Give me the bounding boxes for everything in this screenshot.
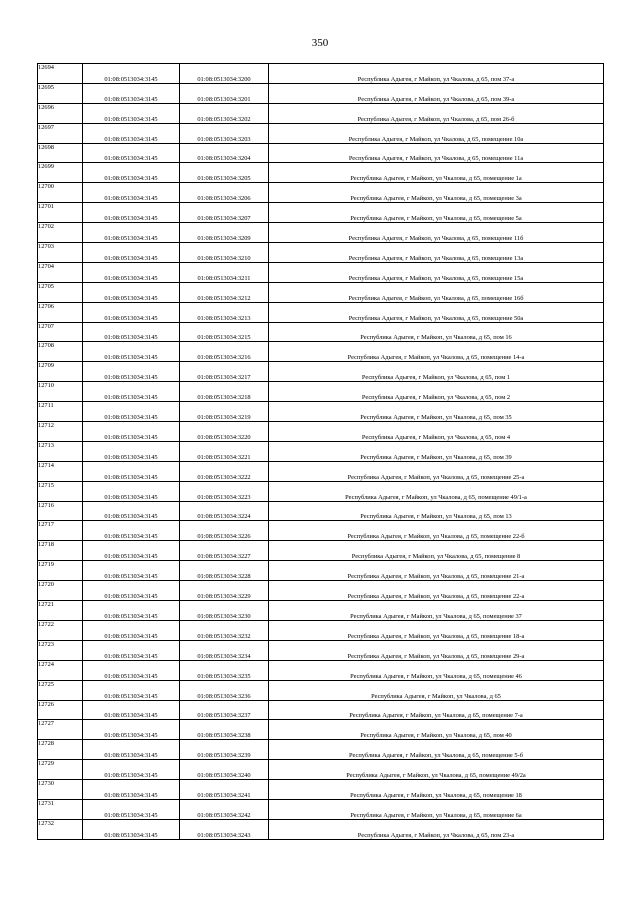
cadastral-number-cell: 01:08:0513034:3206 xyxy=(180,183,269,203)
parent-cadastral-number-cell: 01:08:0513034:3145 xyxy=(83,799,180,819)
table-row xyxy=(38,501,604,521)
address-cell: Республика Адыгея, г Майкоп, ул Чкалова, д 65, пом 39-а xyxy=(269,83,604,103)
row-number-cell: 12714 xyxy=(38,461,83,481)
cadastral-number-cell: 01:08:0513034:3222 xyxy=(180,461,269,481)
cadastral-number-cell: 01:08:0513034:3234 xyxy=(180,640,269,660)
parent-cadastral-number-cell: 01:08:0513034:3145 xyxy=(83,183,180,203)
cadastral-number-cell: 01:08:0513034:3220 xyxy=(180,422,269,442)
cadastral-number-cell: 01:08:0513034:3209 xyxy=(180,223,269,243)
address-cell: Республика Адыгея, г Майкоп, ул Чкалова, д 65, пом 16 xyxy=(269,322,604,342)
address-cell: Республика Адыгея, г Майкоп, ул Чкалова, д 65 xyxy=(269,680,604,700)
table-row xyxy=(38,640,604,660)
cadastral-number-cell: 01:08:0513034:3232 xyxy=(180,620,269,640)
table-row xyxy=(38,382,604,402)
registry-table xyxy=(37,63,604,840)
row-number-cell: 12721 xyxy=(38,601,83,621)
table-row xyxy=(38,620,604,640)
parent-cadastral-number-cell: 01:08:0513034:3145 xyxy=(83,103,180,123)
table-row xyxy=(38,819,604,839)
address-cell: Республика Адыгея, г Майкоп, ул Чкалова, д 65, пом 35 xyxy=(269,402,604,422)
row-number-cell: 12710 xyxy=(38,382,83,402)
cadastral-number-cell: 01:08:0513034:3201 xyxy=(180,83,269,103)
table-row xyxy=(38,322,604,342)
cadastral-number-cell: 01:08:0513034:3212 xyxy=(180,282,269,302)
address-cell: Республика Адыгея, г Майкоп, ул Чкалова, д 65, помещение 18-а xyxy=(269,620,604,640)
cadastral-number-cell: 01:08:0513034:3235 xyxy=(180,660,269,680)
cadastral-number-cell: 01:08:0513034:3210 xyxy=(180,243,269,263)
table-row xyxy=(38,799,604,819)
address-cell: Республика Адыгея, г Майкоп, ул Чкалова, д 65, пом 39 xyxy=(269,441,604,461)
cadastral-number-cell: 01:08:0513034:3211 xyxy=(180,262,269,282)
cadastral-number-cell: 01:08:0513034:3243 xyxy=(180,819,269,839)
cadastral-number-cell: 01:08:0513034:3200 xyxy=(180,64,269,84)
address-cell: Республика Адыгея, г Майкоп, ул Чкалова, д 65, помещение 21-а xyxy=(269,561,604,581)
table-row xyxy=(38,700,604,720)
table-row xyxy=(38,342,604,362)
table-row xyxy=(38,760,604,780)
cadastral-number-cell: 01:08:0513034:3202 xyxy=(180,103,269,123)
address-cell: Республика Адыгея, г Майкоп, ул Чкалова, д 65, помещение 49/2а xyxy=(269,760,604,780)
row-number-cell: 12694 xyxy=(38,64,83,84)
address-cell: Республика Адыгея, г Майкоп, ул Чкалова, д 65, помещение 16б xyxy=(269,282,604,302)
table-row xyxy=(38,780,604,800)
table-row xyxy=(38,203,604,223)
table-row xyxy=(38,282,604,302)
table-row xyxy=(38,481,604,501)
cadastral-number-cell: 01:08:0513034:3230 xyxy=(180,601,269,621)
table-row xyxy=(38,262,604,282)
parent-cadastral-number-cell: 01:08:0513034:3145 xyxy=(83,780,180,800)
cadastral-number-cell: 01:08:0513034:3240 xyxy=(180,760,269,780)
row-number-cell: 12718 xyxy=(38,541,83,561)
parent-cadastral-number-cell: 01:08:0513034:3145 xyxy=(83,342,180,362)
cadastral-number-cell: 01:08:0513034:3215 xyxy=(180,322,269,342)
address-cell: Республика Адыгея, г Майкоп, ул Чкалова, д 65, помещение 13а xyxy=(269,243,604,263)
parent-cadastral-number-cell: 01:08:0513034:3145 xyxy=(83,640,180,660)
row-number-cell: 12722 xyxy=(38,620,83,640)
table-row xyxy=(38,123,604,143)
address-cell: Республика Адыгея, г Майкоп, ул Чкалова, д 65, помещение 7-а xyxy=(269,700,604,720)
parent-cadastral-number-cell: 01:08:0513034:3145 xyxy=(83,620,180,640)
address-cell: Республика Адыгея, г Майкоп, ул Чкалова, д 65, помещение 18 xyxy=(269,780,604,800)
row-number-cell: 12731 xyxy=(38,799,83,819)
table-row xyxy=(38,422,604,442)
address-cell: Республика Адыгея, г Майкоп, ул Чкалова, д 65, помещение 22-б xyxy=(269,521,604,541)
parent-cadastral-number-cell: 01:08:0513034:3145 xyxy=(83,700,180,720)
table-row xyxy=(38,103,604,123)
cadastral-number-cell: 01:08:0513034:3221 xyxy=(180,441,269,461)
address-cell: Республика Адыгея, г Майкоп, ул Чкалова, д 65, пом 26-б xyxy=(269,103,604,123)
row-number-cell: 12709 xyxy=(38,362,83,382)
row-number-cell: 12727 xyxy=(38,720,83,740)
row-number-cell: 12704 xyxy=(38,262,83,282)
parent-cadastral-number-cell: 01:08:0513034:3145 xyxy=(83,123,180,143)
table-row xyxy=(38,521,604,541)
row-number-cell: 12730 xyxy=(38,780,83,800)
row-number-cell: 12732 xyxy=(38,819,83,839)
cadastral-number-cell: 01:08:0513034:3203 xyxy=(180,123,269,143)
cadastral-number-cell: 01:08:0513034:3204 xyxy=(180,143,269,163)
parent-cadastral-number-cell: 01:08:0513034:3145 xyxy=(83,402,180,422)
row-number-cell: 12696 xyxy=(38,103,83,123)
address-cell: Республика Адыгея, г Майкоп, ул Чкалова, д 65, помещение 46 xyxy=(269,660,604,680)
address-cell: Республика Адыгея, г Майкоп, ул Чкалова, д 65, пом 4 xyxy=(269,422,604,442)
row-number-cell: 12716 xyxy=(38,501,83,521)
address-cell: Республика Адыгея, г Майкоп, ул Чкалова, д 65, помещение 15а xyxy=(269,262,604,282)
row-number-cell: 12715 xyxy=(38,481,83,501)
table-row xyxy=(38,441,604,461)
table-row xyxy=(38,720,604,740)
row-number-cell: 12726 xyxy=(38,700,83,720)
table-row xyxy=(38,461,604,481)
address-cell: Республика Адыгея, г Майкоп, ул Чкалова, д 65, помещение 29-а xyxy=(269,640,604,660)
parent-cadastral-number-cell: 01:08:0513034:3145 xyxy=(83,680,180,700)
row-number-cell: 12705 xyxy=(38,282,83,302)
parent-cadastral-number-cell: 01:08:0513034:3145 xyxy=(83,143,180,163)
address-cell: Республика Адыгея, г Майкоп, ул Чкалова, д 65, помещение 14-а xyxy=(269,342,604,362)
parent-cadastral-number-cell: 01:08:0513034:3145 xyxy=(83,461,180,481)
table-row xyxy=(38,243,604,263)
table-row xyxy=(38,83,604,103)
address-cell: Республика Адыгея, г Майкоп, ул Чкалова, д 65, помещение 37 xyxy=(269,601,604,621)
cadastral-number-cell: 01:08:0513034:3238 xyxy=(180,720,269,740)
parent-cadastral-number-cell: 01:08:0513034:3145 xyxy=(83,382,180,402)
parent-cadastral-number-cell: 01:08:0513034:3145 xyxy=(83,541,180,561)
row-number-cell: 12701 xyxy=(38,203,83,223)
cadastral-number-cell: 01:08:0513034:3217 xyxy=(180,362,269,382)
table-row xyxy=(38,402,604,422)
parent-cadastral-number-cell: 01:08:0513034:3145 xyxy=(83,322,180,342)
parent-cadastral-number-cell: 01:08:0513034:3145 xyxy=(83,441,180,461)
cadastral-number-cell: 01:08:0513034:3229 xyxy=(180,581,269,601)
parent-cadastral-number-cell: 01:08:0513034:3145 xyxy=(83,601,180,621)
row-number-cell: 12713 xyxy=(38,441,83,461)
table-row xyxy=(38,581,604,601)
table-row xyxy=(38,163,604,183)
table-row xyxy=(38,64,604,84)
address-cell: Республика Адыгея, г Майкоп, ул Чкалова, д 65, помещение 5а xyxy=(269,203,604,223)
parent-cadastral-number-cell: 01:08:0513034:3145 xyxy=(83,660,180,680)
parent-cadastral-number-cell: 01:08:0513034:3145 xyxy=(83,282,180,302)
table-row xyxy=(38,362,604,382)
cadastral-number-cell: 01:08:0513034:3216 xyxy=(180,342,269,362)
address-cell: Республика Адыгея, г Майкоп, ул Чкалова, д 65, помещение 3а xyxy=(269,183,604,203)
parent-cadastral-number-cell: 01:08:0513034:3145 xyxy=(83,720,180,740)
address-cell: Республика Адыгея, г Майкоп, ул Чкалова, д 65, помещение 22-а xyxy=(269,581,604,601)
row-number-cell: 12724 xyxy=(38,660,83,680)
address-cell: Республика Адыгея, г Майкоп, ул Чкалова, д 65, помещение 50а xyxy=(269,302,604,322)
parent-cadastral-number-cell: 01:08:0513034:3145 xyxy=(83,819,180,839)
row-number-cell: 12719 xyxy=(38,561,83,581)
row-number-cell: 12702 xyxy=(38,223,83,243)
parent-cadastral-number-cell: 01:08:0513034:3145 xyxy=(83,501,180,521)
address-cell: Республика Адыгея, г Майкоп, ул Чкалова, д 65, пом 23-а xyxy=(269,819,604,839)
address-cell: Республика Адыгея, г Майкоп, ул Чкалова, д 65, помещение 11а xyxy=(269,143,604,163)
cadastral-number-cell: 01:08:0513034:3207 xyxy=(180,203,269,223)
parent-cadastral-number-cell: 01:08:0513034:3145 xyxy=(83,760,180,780)
table-row xyxy=(38,541,604,561)
parent-cadastral-number-cell: 01:08:0513034:3145 xyxy=(83,163,180,183)
row-number-cell: 12708 xyxy=(38,342,83,362)
table-row xyxy=(38,143,604,163)
cadastral-number-cell: 01:08:0513034:3226 xyxy=(180,521,269,541)
row-number-cell: 12728 xyxy=(38,740,83,760)
address-cell: Республика Адыгея, г Майкоп, ул Чкалова, д 65, помещение 8 xyxy=(269,541,604,561)
row-number-cell: 12700 xyxy=(38,183,83,203)
table-row xyxy=(38,302,604,322)
cadastral-number-cell: 01:08:0513034:3241 xyxy=(180,780,269,800)
row-number-cell: 12725 xyxy=(38,680,83,700)
address-cell: Республика Адыгея, г Майкоп, ул Чкалова, д 65, пом 37-а xyxy=(269,64,604,84)
row-number-cell: 12723 xyxy=(38,640,83,660)
address-cell: Республика Адыгея, г Майкоп, ул Чкалова, д 65, помещение 11б xyxy=(269,223,604,243)
parent-cadastral-number-cell: 01:08:0513034:3145 xyxy=(83,481,180,501)
parent-cadastral-number-cell: 01:08:0513034:3145 xyxy=(83,740,180,760)
row-number-cell: 12703 xyxy=(38,243,83,263)
cadastral-number-cell: 01:08:0513034:3236 xyxy=(180,680,269,700)
cadastral-number-cell: 01:08:0513034:3223 xyxy=(180,481,269,501)
row-number-cell: 12729 xyxy=(38,760,83,780)
table-row xyxy=(38,740,604,760)
row-number-cell: 12698 xyxy=(38,143,83,163)
row-number-cell: 12711 xyxy=(38,402,83,422)
row-number-cell: 12707 xyxy=(38,322,83,342)
address-cell: Республика Адыгея, г Майкоп, ул Чкалова, д 65, помещение 10а xyxy=(269,123,604,143)
cadastral-number-cell: 01:08:0513034:3227 xyxy=(180,541,269,561)
cadastral-number-cell: 01:08:0513034:3239 xyxy=(180,740,269,760)
parent-cadastral-number-cell: 01:08:0513034:3145 xyxy=(83,262,180,282)
address-cell: Республика Адыгея, г Майкоп, ул Чкалова, д 65, помещение 49/1-а xyxy=(269,481,604,501)
address-cell: Республика Адыгея, г Майкоп, ул Чкалова, д 65, помещение 1а xyxy=(269,163,604,183)
address-cell: Республика Адыгея, г Майкоп, ул Чкалова, д 65, пом 13 xyxy=(269,501,604,521)
cadastral-number-cell: 01:08:0513034:3224 xyxy=(180,501,269,521)
row-number-cell: 12720 xyxy=(38,581,83,601)
table-row xyxy=(38,660,604,680)
row-number-cell: 12695 xyxy=(38,83,83,103)
cadastral-number-cell: 01:08:0513034:3242 xyxy=(180,799,269,819)
cadastral-number-cell: 01:08:0513034:3237 xyxy=(180,700,269,720)
address-cell: Республика Адыгея, г Майкоп, ул Чкалова, д 65, пом 1 xyxy=(269,362,604,382)
address-cell: Республика Адыгея, г Майкоп, ул Чкалова, д 65, помещение 5-б xyxy=(269,740,604,760)
parent-cadastral-number-cell: 01:08:0513034:3145 xyxy=(83,83,180,103)
parent-cadastral-number-cell: 01:08:0513034:3145 xyxy=(83,243,180,263)
parent-cadastral-number-cell: 01:08:0513034:3145 xyxy=(83,203,180,223)
row-number-cell: 12699 xyxy=(38,163,83,183)
table-row xyxy=(38,183,604,203)
parent-cadastral-number-cell: 01:08:0513034:3145 xyxy=(83,581,180,601)
cadastral-number-cell: 01:08:0513034:3228 xyxy=(180,561,269,581)
address-cell: Республика Адыгея, г Майкоп, ул Чкалова, д 65, пом 40 xyxy=(269,720,604,740)
table-row xyxy=(38,561,604,581)
address-cell: Республика Адыгея, г Майкоп, ул Чкалова, д 65, пом 2 xyxy=(269,382,604,402)
row-number-cell: 12712 xyxy=(38,422,83,442)
row-number-cell: 12706 xyxy=(38,302,83,322)
address-cell: Республика Адыгея, г Майкоп, ул Чкалова, д 65, помещение 6а xyxy=(269,799,604,819)
row-number-cell: 12717 xyxy=(38,521,83,541)
table-row xyxy=(38,680,604,700)
parent-cadastral-number-cell: 01:08:0513034:3145 xyxy=(83,64,180,84)
parent-cadastral-number-cell: 01:08:0513034:3145 xyxy=(83,223,180,243)
cadastral-number-cell: 01:08:0513034:3219 xyxy=(180,402,269,422)
parent-cadastral-number-cell: 01:08:0513034:3145 xyxy=(83,302,180,322)
page-number: 350 xyxy=(311,37,329,49)
parent-cadastral-number-cell: 01:08:0513034:3145 xyxy=(83,521,180,541)
parent-cadastral-number-cell: 01:08:0513034:3145 xyxy=(83,422,180,442)
registry-table-body xyxy=(38,64,604,840)
table-row xyxy=(38,223,604,243)
address-cell: Республика Адыгея, г Майкоп, ул Чкалова, д 65, помещение 25-а xyxy=(269,461,604,481)
cadastral-number-cell: 01:08:0513034:3213 xyxy=(180,302,269,322)
row-number-cell: 12697 xyxy=(38,123,83,143)
cadastral-number-cell: 01:08:0513034:3218 xyxy=(180,382,269,402)
parent-cadastral-number-cell: 01:08:0513034:3145 xyxy=(83,362,180,382)
cadastral-number-cell: 01:08:0513034:3205 xyxy=(180,163,269,183)
table-row xyxy=(38,601,604,621)
parent-cadastral-number-cell: 01:08:0513034:3145 xyxy=(83,561,180,581)
